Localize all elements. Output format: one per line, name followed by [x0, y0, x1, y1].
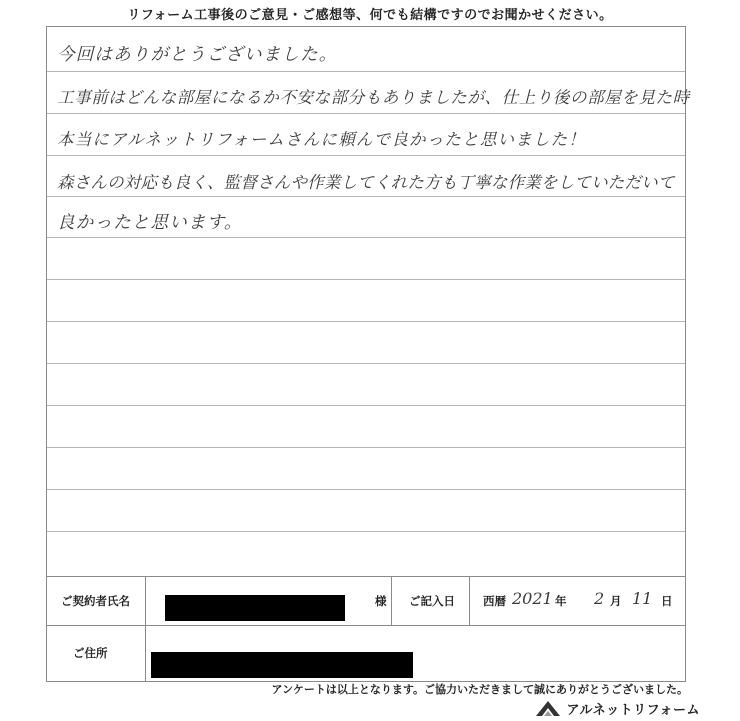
comment-line: 工事前はどんな部屋になるか不安な部分もありましたが、仕上り後の部屋を見た時: [57, 88, 690, 107]
name-label: ご契約者氏名: [61, 596, 130, 608]
month-unit: 月: [610, 596, 622, 608]
ruled-line: [47, 489, 685, 490]
year-unit: 年: [555, 596, 567, 608]
divider: [391, 577, 392, 625]
comment-sheet: [46, 26, 690, 682]
ruled-line: [47, 405, 685, 406]
logo-text: アルネットリフォーム: [566, 701, 700, 717]
ruled-line: [47, 196, 685, 197]
divider: [145, 625, 146, 681]
ruled-line: [47, 113, 685, 114]
date-label: ご記入日: [409, 596, 455, 608]
address-row: [47, 625, 685, 681]
ruled-line: [47, 531, 685, 532]
ruled-line: [47, 447, 685, 448]
comment-line: 森さんの対応も良く、監督さんや作業してくれた方も丁寧な作業をしていただいて: [57, 173, 675, 192]
name-date-row: [47, 577, 685, 626]
day-unit: 日: [661, 596, 673, 608]
ruled-line: [47, 155, 685, 156]
ruled-line: [47, 237, 685, 238]
comment-line: 今回はありがとうございました。: [57, 45, 338, 65]
divider: [469, 577, 470, 625]
redacted-name: [165, 595, 345, 621]
divider: [145, 577, 146, 625]
comment-line: 良かったと思います。: [57, 213, 243, 233]
contract-info-table: [47, 576, 685, 682]
company-logo: [535, 698, 700, 718]
comment-line: 本当にアルネットリフォームさんに頼んで良かったと思いました！: [57, 130, 587, 149]
arnet-logo-icon: [535, 699, 561, 717]
era-label: 西暦: [483, 596, 506, 608]
ruled-line: [47, 321, 685, 322]
survey-instruction: リフォーム工事後のご意見・ご感想等、何でも結構ですのでお聞かせください。: [127, 8, 613, 23]
ruled-line: [47, 279, 685, 280]
year-value: 2021: [512, 589, 553, 608]
ruled-line: [47, 71, 685, 72]
ruled-line: [47, 363, 685, 364]
month-value: 2: [594, 589, 605, 608]
day-value: 11: [632, 589, 653, 608]
honorific: 様: [375, 596, 387, 608]
address-label: ご住所: [73, 648, 108, 660]
redacted-address: [151, 652, 413, 678]
closing-note: アンケートは以上となります。ご協力いただきまして誠にありがとうございました。: [271, 684, 688, 696]
